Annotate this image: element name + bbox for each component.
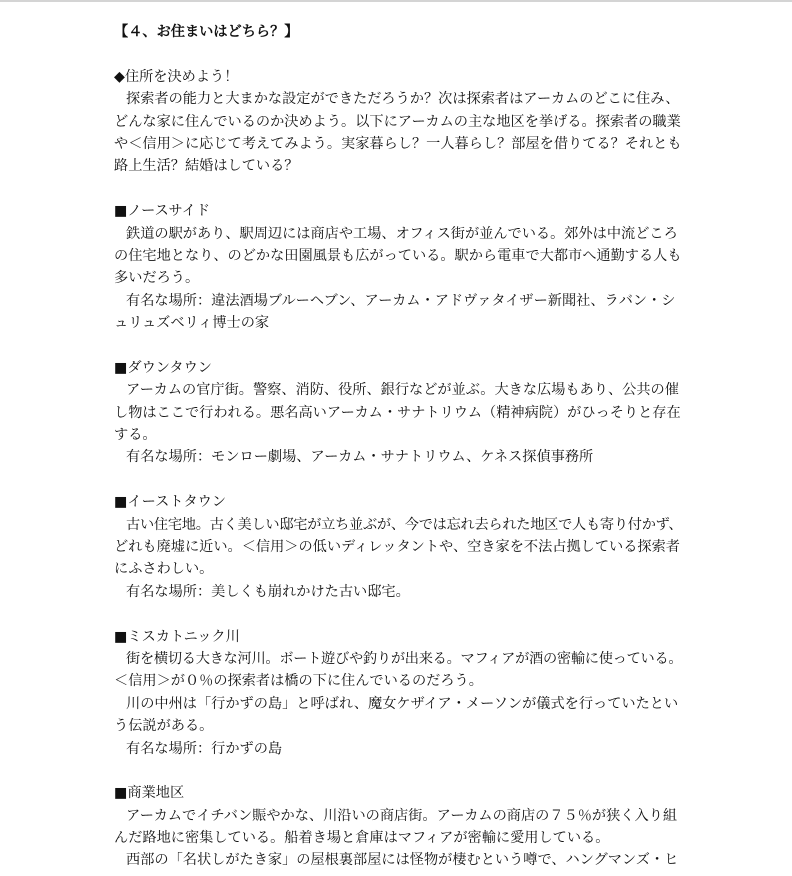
district-section — [114, 491, 682, 603]
district-heading: ■ミスカトニック川 — [114, 628, 240, 645]
intro-line: や＜信用＞に応じて考えてみよう。実家暮らし？一人暮らし？部屋を借りてる？それとも — [114, 135, 682, 152]
district-heading: ■イーストタウン — [114, 494, 227, 511]
district-line: 有名な場所：違法酒場ブルーヘブン、アーカム・アドヴァタイザー新聞社、ラバン・シ — [126, 292, 676, 309]
spacer — [114, 178, 682, 200]
intro-line: どんな家に住んでいるのか決めよう。以下にアーカムの主な地区を挙げる。探索者の職業 — [114, 113, 681, 130]
district-line: 有名な場所：美しくも崩れかけた古い邸宅。 — [126, 583, 410, 600]
district-line: アーカムでイチバン賑やかな、川沿いの商店街。アーカムの商店の７５％が狭く入り組 — [126, 807, 678, 824]
district-line: 有名な場所：モンロー劇場、アーカム・サナトリウム、ケネス探偵事務所 — [126, 449, 594, 466]
district-line: 有名な場所：行かずの島 — [126, 740, 283, 757]
top-border — [0, 0, 792, 2]
spacer — [114, 603, 682, 625]
district-line: 古い住宅地。古く美しい邸宅が立ち並ぶが、今では忘れ去られた地区で人も寄り付かず、 — [126, 516, 683, 533]
district-heading: ■商業地区 — [114, 785, 185, 802]
district-line: する。 — [114, 427, 157, 444]
district-line: の住宅地となり、のどかな田園風景も広がっている。駅から電車で大都市へ通勤する人も — [114, 247, 682, 264]
spacer — [114, 43, 682, 65]
intro-heading: ◆住所を決めよう！ — [114, 68, 239, 85]
district-line: にふさわしい。 — [114, 561, 214, 578]
intro-line: 探索者の能力と大まかな設定ができただろうか？次は探索者はアーカムのどこに住み、 — [126, 91, 680, 108]
district-line: ュリュズベリィ博士の家 — [114, 315, 270, 332]
district-line: 西部の「名状しがたき家」の屋根裏部屋には怪物が棲むという噂で、ハングマンズ・ヒ — [126, 852, 679, 869]
section-title: 【４、お住まいはどちら？】 — [114, 24, 299, 40]
district-line: 多いだろう。 — [114, 270, 200, 287]
document-body — [114, 21, 682, 872]
district-line: ＜信用＞が０％の探索者は橋の下に住んでいるのだろう。 — [114, 673, 483, 690]
district-line: し物はここで行われる。悪名高いアーカム・サナトリウム（精神病院）がひっそりと存在 — [114, 404, 681, 421]
spacer — [114, 760, 682, 782]
district-line: う伝説がある。 — [114, 718, 214, 735]
district-heading: ■ダウンタウン — [114, 359, 212, 376]
intro-line: 路上生活？結婚はしている？ — [114, 158, 299, 175]
district-section — [114, 626, 682, 760]
intro-section — [114, 66, 682, 178]
spacer — [114, 334, 682, 356]
district-heading: ■ノースサイド — [114, 203, 211, 220]
district-list — [114, 178, 682, 872]
district-line: 街を横切る大きな河川。ボート遊びや釣りが出来る。マフィアが酒の密輸に使っている。 — [126, 650, 683, 667]
district-line: アーカムの官庁街。警察、消防、役所、銀行などが並ぶ。大きな広場もあり、公共の催 — [126, 382, 679, 399]
spacer — [114, 469, 682, 491]
district-section — [114, 200, 682, 334]
district-line: んだ路地に密集している。船着き場と倉庫はマフィアが密輸に愛用している。 — [114, 830, 610, 847]
district-section — [114, 357, 682, 469]
district-line: 川の中州は「行かずの島」と呼ばれ、魔女ケザイア・メーソンが儀式を行っていたとい — [126, 695, 679, 712]
district-line: 鉄道の駅があり、駅周辺には商店や工場、オフィス街が並んでいる。郊外は中流どころ — [126, 225, 678, 242]
district-line: どれも廃墟に近い。＜信用＞の低いディレッタントや、空き家を不法占拠している探索者 — [114, 538, 680, 555]
district-section — [114, 782, 682, 872]
